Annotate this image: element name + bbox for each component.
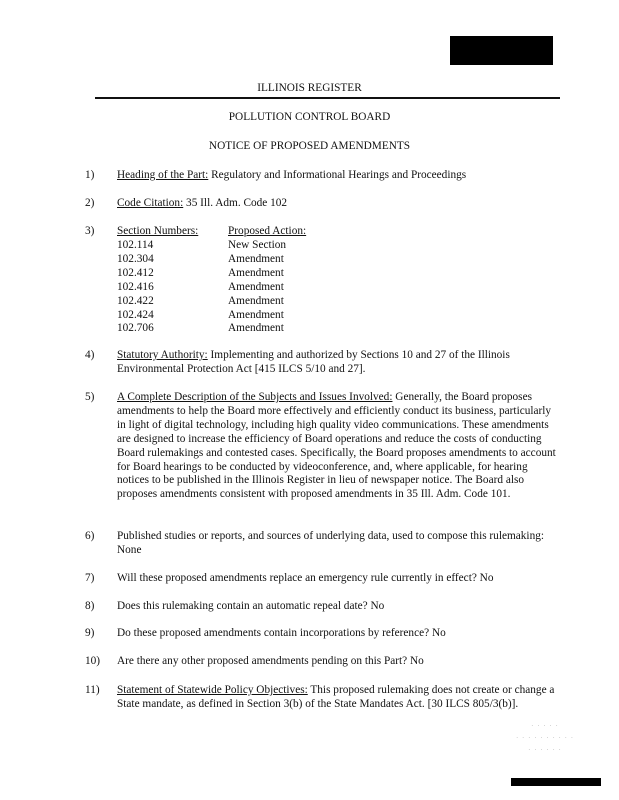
item-label: Heading of the Part:: [117, 169, 209, 181]
proposed-action-header: Proposed Action:: [228, 225, 307, 237]
item-label: Statutory Authority:: [117, 349, 208, 361]
section-number: 102.114: [117, 239, 154, 251]
item-number: 3): [85, 225, 95, 237]
item-number: 8): [85, 600, 95, 612]
agency-title: POLLUTION CONTROL BOARD: [228, 111, 391, 123]
proposed-action: Amendment: [228, 252, 284, 265]
item-number: 10): [85, 655, 101, 667]
item-number: 5): [85, 391, 95, 403]
section-number: 102.424: [117, 308, 154, 321]
item-number: 6): [85, 530, 95, 542]
redaction-bar: [511, 778, 601, 786]
item-number: 7): [85, 572, 95, 584]
register-title: ILLINOIS REGISTER: [257, 82, 362, 94]
received-stamp: [500, 720, 590, 770]
item-text: Published studies or reports, and sources of underlying data, used to compose this rulemaking: None: [117, 530, 545, 556]
proposed-action: Amendment: [228, 322, 284, 335]
proposed-action: Amendment: [228, 280, 284, 293]
stamp-mark: · · · · · · · · · ·: [515, 734, 575, 742]
proposed-action: New Section: [228, 239, 287, 251]
section-number: 102.422: [117, 294, 154, 307]
item-label: A Complete Description of the Subjects and Issues Involved:: [117, 391, 393, 403]
item-number: 2): [85, 197, 95, 209]
item-label: Code Citation:: [117, 197, 184, 209]
proposed-action: Amendment: [228, 294, 284, 307]
stamp-mark: · · · · ·: [531, 722, 559, 730]
proposed-action: Amendment: [228, 308, 284, 321]
notice-title: NOTICE OF PROPOSED AMENDMENTS: [208, 140, 411, 152]
item-text: 35 Ill. Adm. Code 102: [183, 197, 288, 209]
item-text: Generally, the Board proposes amendments to help the Board more effectively and efficiently conduct its business, particularly in light of digital technology, including high quality video communications. These amendments are designed to increase the efficiency of Board operations and reduce the costs of conducting Board rulemakings and contested cases. Specifically, the Board proposes amendments to account for Board hearings to be conducted by videoconference, and, where applicable, for hearing notices to be published in the Illinois Register in lieu of newspaper notice. The Board also proposes amendments consistent with proposed amendments in 35 Ill. Adm. Code 101.: [117, 391, 556, 501]
item-text: Regulatory and Informational Hearings and Proceedings: [208, 169, 467, 181]
section-number: 102.304: [117, 252, 154, 265]
item-number: 1): [85, 169, 95, 181]
item-number: 4): [85, 349, 95, 361]
header-rule: [95, 97, 560, 99]
item-label: Statement of Statewide Policy Objectives:: [117, 684, 308, 696]
stamp-mark: · · · · · ·: [528, 746, 562, 754]
item-text: Does this rulemaking contain an automatic repeal date? No: [117, 600, 385, 612]
item-text: Are there any other proposed amendments pending on this Part? No: [117, 655, 424, 667]
item-number: 11): [85, 684, 100, 696]
section-numbers-header: Section Numbers:: [117, 225, 199, 237]
section-number: 102.706: [117, 322, 154, 335]
section-number: 102.416: [117, 280, 154, 293]
item-text: Will these proposed amendments replace an emergency rule currently in effect? No: [117, 572, 494, 584]
item-text: Do these proposed amendments contain incorporations by reference? No: [117, 627, 446, 639]
item-text: Implementing and authorized by Sections 10 and 27 of the Illinois Environmental Protection Act [415 ILCS 5/10 and 27].: [117, 349, 510, 375]
item-number: 9): [85, 627, 95, 639]
item-text: This proposed rulemaking does not create or change a State mandate, as defined in Section 3(b) of the State Mandates Act. [30 ILCS 805/3(b)].: [117, 684, 555, 710]
proposed-action: Amendment: [228, 266, 284, 279]
section-number: 102.412: [117, 266, 154, 279]
redaction-box: [450, 36, 553, 65]
